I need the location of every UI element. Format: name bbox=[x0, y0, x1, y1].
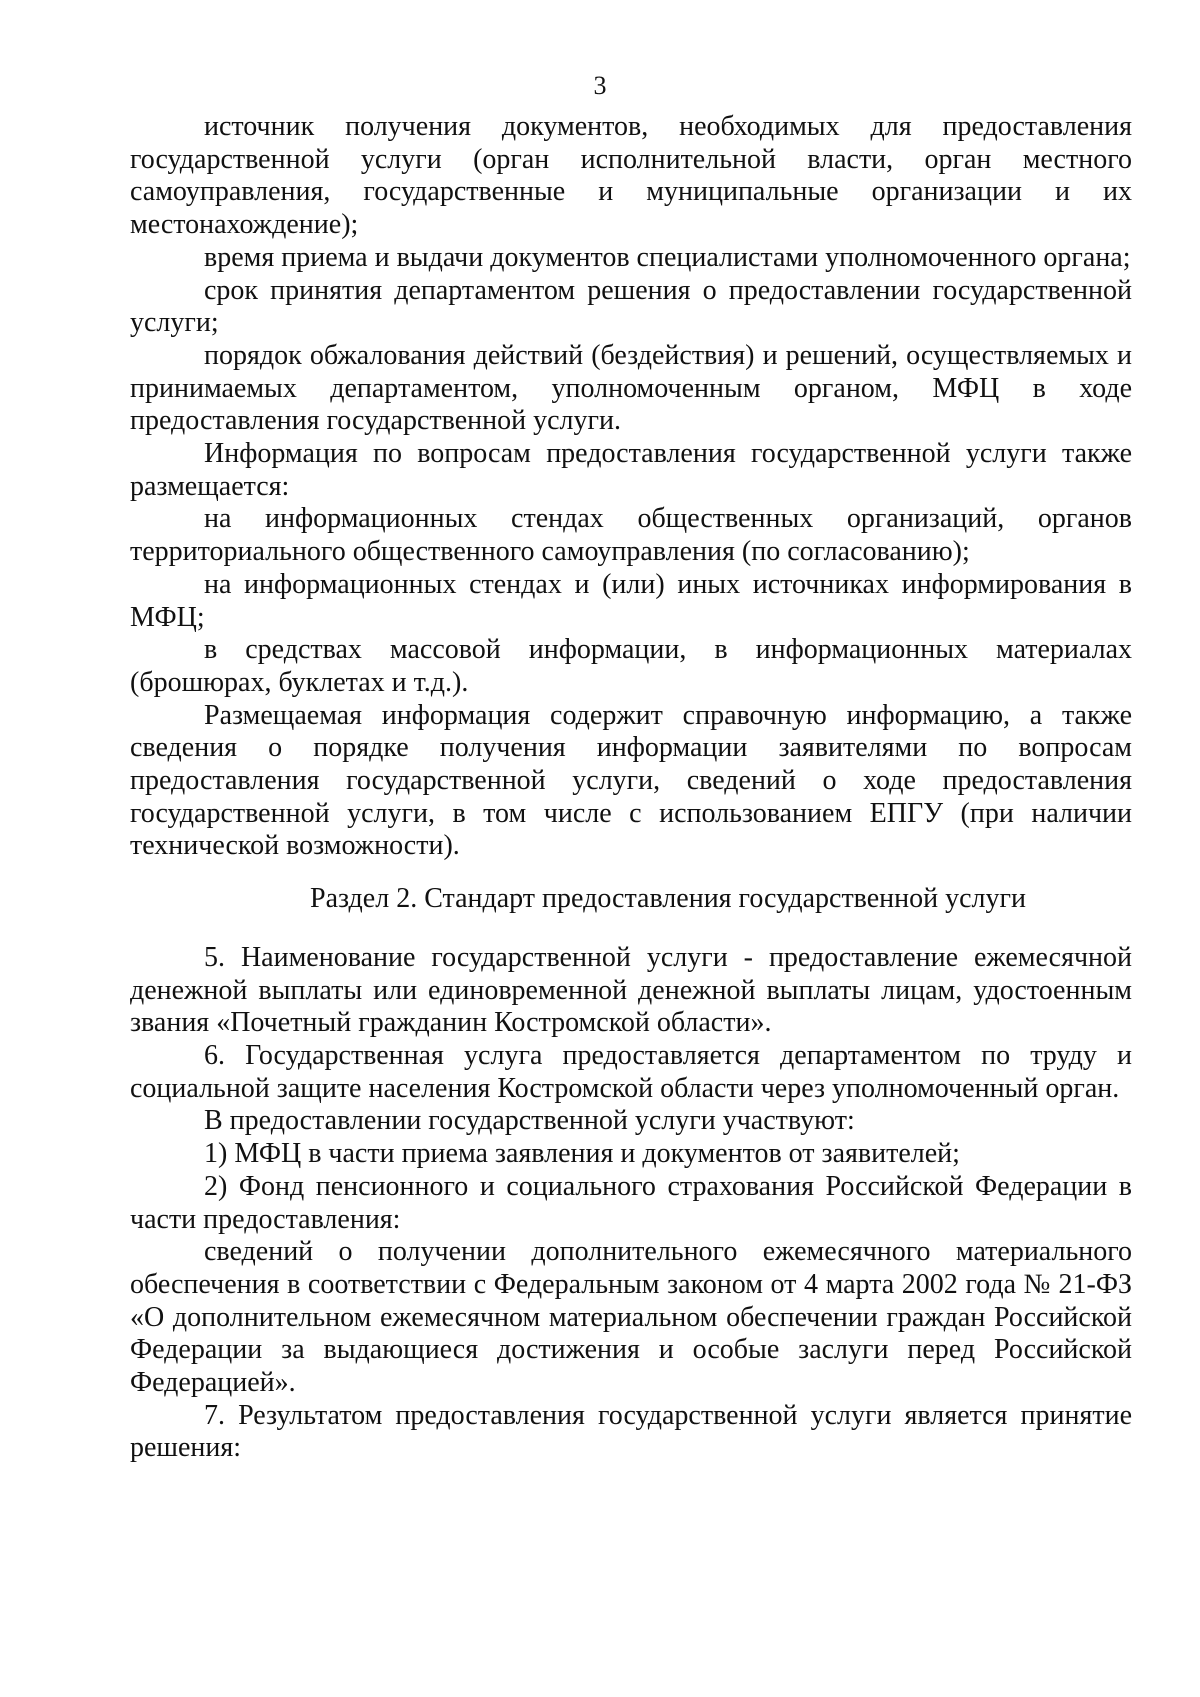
paragraph: в средствах массовой информации, в информационных материалах (брошюрах, буклетах и т.д.). bbox=[130, 634, 1132, 698]
paragraph: сведений о получении дополнительного ежемесячного материального обеспечения в соответствии с Федеральным законом от 4 марта 2002 года № 21-ФЗ «О дополнительном ежемесячном материальном обеспечении граждан Российской Федерации за выдающиеся достижения и особые заслуги перед Российской Федерацией». bbox=[130, 1236, 1132, 1399]
paragraph: порядок обжалования действий (бездействия) и решений, осуществляемых и принимаемых департаментом, уполномоченным органом, МФЦ в ходе предоставления государственной услуги. bbox=[130, 339, 1132, 437]
paragraph: 7. Результатом предоставления государственной услуги является принятие решения: bbox=[130, 1399, 1132, 1464]
document-body bbox=[130, 111, 1132, 1465]
page-number: 3 bbox=[593, 71, 607, 100]
paragraph: 1) МФЦ в части приема заявления и документов от заявителей; bbox=[204, 1138, 960, 1170]
paragraph: 6. Государственная услуга предоставляется департаментом по труду и социальной защите населения Костромской области через уполномоченный орган. bbox=[130, 1039, 1132, 1104]
section-heading: Раздел 2. Стандарт предоставления государственной услуги bbox=[310, 883, 1026, 915]
paragraph: на информационных стендах общественных организаций, органов территориального общественного самоуправления (по согласованию); bbox=[130, 503, 1132, 568]
paragraph: срок принятия департаментом решения о предоставлении государственной услуги; bbox=[130, 274, 1132, 339]
paragraph: В предоставлении государственной услуги участвуют: bbox=[204, 1105, 855, 1137]
paragraph: время приема и выдачи документов специалистами уполномоченного органа; bbox=[204, 241, 1131, 273]
paragraph: 2) Фонд пенсионного и социального страхования Российской Федерации в части предоставления: bbox=[130, 1170, 1132, 1235]
paragraph: Информация по вопросам предоставления государственной услуги также размещается: bbox=[130, 438, 1132, 502]
paragraph: Размещаемая информация содержит справочную информацию, а также сведения о порядке получения информации заявителями по вопросам предоставления государственной услуги, сведений о ходе предоставления государственной услуги, в том числе с использованием ЕПГУ (при наличии технической возможности). bbox=[130, 699, 1132, 862]
paragraph: источник получения документов, необходимых для предоставления государственной услуги (орган исполнительной власти, орган местного самоуправления, государственные и муниципальные организации и их местонахождение); bbox=[130, 111, 1132, 241]
paragraph: на информационных стендах и (или) иных источниках информирования в МФЦ; bbox=[130, 568, 1132, 633]
paragraph: 5. Наименование государственной услуги - предоставление ежемесячной денежной выплаты или единовременной денежной выплаты лицам, удостоенным звания «Почетный гражданин Костромской области». bbox=[130, 941, 1132, 1039]
